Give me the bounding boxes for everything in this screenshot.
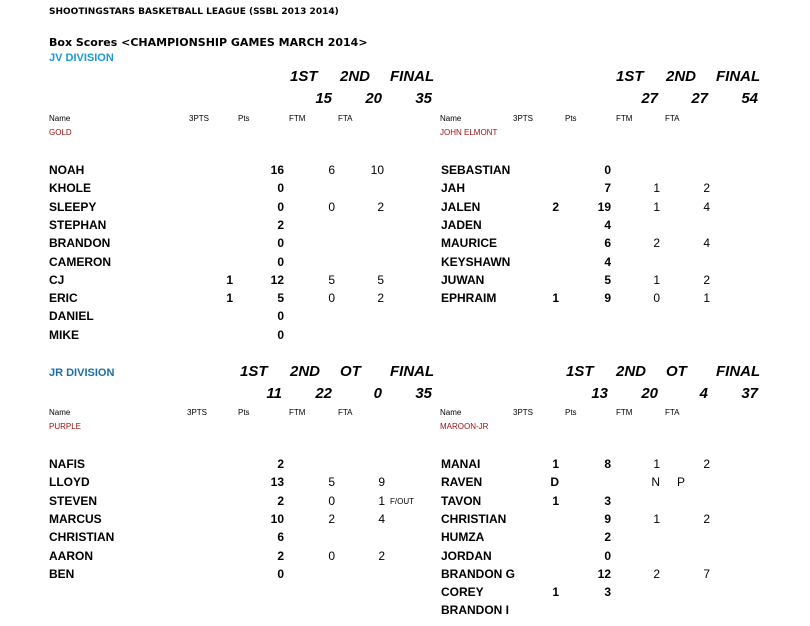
jv-right-row-1-pts: 0 xyxy=(604,163,611,177)
jv-right-col-ftm: FTM xyxy=(616,114,633,123)
jv-left-row-1-pts: 16 xyxy=(270,163,284,177)
jr-right-row-2-code-1: D xyxy=(550,475,559,489)
jr-right-score-final: 37 xyxy=(741,385,758,402)
jr-left-row-5-pts: 6 xyxy=(277,530,284,544)
jv-right-row-3-fta: 4 xyxy=(703,200,710,214)
jr-left-row-2-player-name: LLOYD xyxy=(49,475,90,489)
jr-left-period-ot: OT xyxy=(340,363,361,380)
jv-right-row-3-player-name: JALEN xyxy=(441,200,481,214)
jv-division-title: JV DIVISION xyxy=(49,52,114,64)
jr-right-row-7-ftm: 2 xyxy=(653,567,660,581)
jr-right-row-6-player-name: JORDAN xyxy=(441,549,492,563)
jr-right-team-name: MAROON-JR xyxy=(440,422,489,431)
jv-left-row-7-fta: 5 xyxy=(377,273,384,287)
jr-right-row-9-player-name: BRANDON I xyxy=(441,603,509,617)
jv-right-row-2-ftm: 1 xyxy=(653,181,660,195)
jr-left-period-final: FINAL xyxy=(390,363,435,380)
jv-right-score-1: 27 xyxy=(641,90,658,107)
jr-right-row-3-player-name: TAVON xyxy=(441,494,482,508)
jv-right-row-7-ftm: 1 xyxy=(653,273,660,287)
jr-left-row-4-player-name: MARCUS xyxy=(49,512,102,526)
jv-right-row-5-ftm: 2 xyxy=(653,236,660,250)
jv-left-period-2: 2ND xyxy=(340,68,371,85)
jr-right-period-final: FINAL xyxy=(716,363,761,380)
jv-left-row-2-player-name: KHOLE xyxy=(49,181,91,195)
jv-right-row-8-player-name: EPHRAIM xyxy=(441,291,497,305)
jr-left-row-6-fta: 2 xyxy=(378,549,385,563)
jv-left-col-ftm: FTM xyxy=(289,114,306,123)
jr-left-row-4-fta: 4 xyxy=(378,512,385,526)
jv-left-row-8-fta: 2 xyxy=(377,291,384,305)
jr-left-col-3pts: 3PTS xyxy=(187,408,208,417)
jv-right-row-5-player-name: MAURICE xyxy=(441,236,497,250)
jv-left-period-final: FINAL xyxy=(390,68,435,85)
jv-left-period-1: 1ST xyxy=(290,68,318,85)
jr-right-row-1-3pts: 1 xyxy=(552,457,559,471)
jr-left-row-7-pts: 0 xyxy=(277,567,284,581)
jv-right-row-5-fta: 4 xyxy=(703,236,710,250)
jr-right-row-1-fta: 2 xyxy=(703,457,710,471)
jr-left-col-ftm: FTM xyxy=(289,408,306,417)
jv-right-row-8-ftm: 0 xyxy=(653,291,660,305)
jv-left-col-pts: Pts xyxy=(238,114,250,123)
jr-left-col-pts: Pts xyxy=(238,408,250,417)
jr-left-period-2: 2ND xyxy=(290,363,321,380)
jr-right-row-2-code-2: N xyxy=(651,475,660,489)
jr-left-row-5-player-name: CHRISTIAN xyxy=(49,530,115,544)
jv-right-row-3-3pts: 2 xyxy=(552,200,559,214)
jv-right-row-6-player-name: KEYSHAWN xyxy=(441,255,511,269)
jv-left-score-1: 15 xyxy=(315,90,332,107)
jv-right-row-3-ftm: 1 xyxy=(653,200,660,214)
jv-left-row-3-pts: 0 xyxy=(277,200,284,214)
jv-left-row-1-ftm: 6 xyxy=(328,163,335,177)
jr-right-row-7-fta: 7 xyxy=(703,567,710,581)
jr-right-row-1-ftm: 1 xyxy=(653,457,660,471)
jr-left-row-2-ftm: 5 xyxy=(328,475,335,489)
jr-left-row-2-fta: 9 xyxy=(378,475,385,489)
jv-left-row-6-player-name: CAMERON xyxy=(49,255,111,269)
jv-right-row-1-player-name: SEBASTIAN xyxy=(441,163,511,177)
jv-left-row-8-3pts: 1 xyxy=(226,291,233,305)
jv-left-row-8-pts: 5 xyxy=(277,291,284,305)
jr-right-score-2: 20 xyxy=(641,385,658,402)
jr-left-row-3-player-name: STEVEN xyxy=(49,494,98,508)
jv-right-row-7-fta: 2 xyxy=(703,273,710,287)
jr-right-row-4-pts: 9 xyxy=(604,512,611,526)
jr-left-row-6-ftm: 0 xyxy=(328,549,335,563)
jr-left-row-3-note: F/OUT xyxy=(390,497,414,506)
jr-left-row-4-ftm: 2 xyxy=(328,512,335,526)
jr-left-col-fta: FTA xyxy=(338,408,353,417)
jr-right-row-2-code-3: P xyxy=(676,475,685,489)
jr-right-row-2-player-name: RAVEN xyxy=(441,475,483,489)
jv-left-row-7-player-name: CJ xyxy=(49,273,65,287)
jr-right-col-ftm: FTM xyxy=(616,408,633,417)
jr-left-row-2-pts: 13 xyxy=(270,475,284,489)
jr-right-row-8-pts: 3 xyxy=(604,585,611,599)
jr-left-row-1-pts: 2 xyxy=(277,457,284,471)
jv-left-team-name: GOLD xyxy=(49,128,72,137)
jv-left-row-3-player-name: SLEEPY xyxy=(49,200,97,214)
jr-left-row-6-pts: 2 xyxy=(277,549,284,563)
jv-right-row-8-3pts: 1 xyxy=(552,291,559,305)
jr-right-row-4-player-name: CHRISTIAN xyxy=(441,512,507,526)
jv-left-row-7-pts: 12 xyxy=(270,273,284,287)
jr-left-row-3-fta: 1 xyxy=(378,494,385,508)
jr-left-row-1-player-name: NAFIS xyxy=(49,457,85,471)
jv-right-row-2-player-name: JAH xyxy=(441,181,466,195)
jr-left-row-7-player-name: BEN xyxy=(49,567,75,581)
jr-right-row-7-player-name: BRANDON G xyxy=(441,567,515,581)
jv-left-row-2-pts: 0 xyxy=(277,181,284,195)
jr-left-score-2: 22 xyxy=(315,385,332,402)
jr-right-row-6-pts: 0 xyxy=(604,549,611,563)
jv-left-row-9-player-name: DANIEL xyxy=(49,309,94,323)
jr-left-col-name: Name xyxy=(49,408,71,417)
jv-left-row-9-pts: 0 xyxy=(277,309,284,323)
jv-left-row-6-pts: 0 xyxy=(277,255,284,269)
jv-left-score-final: 35 xyxy=(415,90,432,107)
jr-left-row-4-pts: 10 xyxy=(270,512,284,526)
jr-right-row-4-ftm: 1 xyxy=(653,512,660,526)
jv-right-col-name: Name xyxy=(440,114,462,123)
jv-left-row-7-3pts: 1 xyxy=(226,273,233,287)
jv-right-period-1: 1ST xyxy=(616,68,644,85)
jv-left-row-10-player-name: MIKE xyxy=(49,328,79,342)
jv-left-row-5-pts: 0 xyxy=(277,236,284,250)
jr-right-period-ot: OT xyxy=(666,363,687,380)
jr-right-score-ot: 4 xyxy=(699,385,708,402)
jv-right-col-3pts: 3PTS xyxy=(513,114,534,123)
jv-right-row-4-player-name: JADEN xyxy=(441,218,482,232)
jv-left-col-fta: FTA xyxy=(338,114,353,123)
jr-right-row-3-pts: 3 xyxy=(604,494,611,508)
jr-left-row-3-ftm: 0 xyxy=(328,494,335,508)
jv-left-row-8-ftm: 0 xyxy=(328,291,335,305)
jr-right-period-2: 2ND xyxy=(616,363,647,380)
jr-left-team-name: PURPLE xyxy=(49,422,82,431)
jv-left-row-3-fta: 2 xyxy=(377,200,384,214)
league-title: SHOOTINGSTARS BASKETBALL LEAGUE (SSBL 2013 2014) xyxy=(49,7,339,17)
jv-left-row-4-pts: 2 xyxy=(277,218,284,232)
jv-right-row-6-pts: 4 xyxy=(604,255,611,269)
jv-right-row-5-pts: 6 xyxy=(604,236,611,250)
jv-right-row-2-pts: 7 xyxy=(604,181,611,195)
jr-division-title: JR DIVISION xyxy=(49,367,115,379)
jr-right-row-5-player-name: HUMZA xyxy=(441,530,485,544)
jr-left-period-1: 1ST xyxy=(240,363,268,380)
jr-right-col-fta: FTA xyxy=(665,408,680,417)
jv-right-period-2: 2ND xyxy=(666,68,697,85)
jv-left-col-name: Name xyxy=(49,114,71,123)
jr-left-row-3-pts: 2 xyxy=(277,494,284,508)
jv-right-row-8-fta: 1 xyxy=(703,291,710,305)
jv-right-score-final: 54 xyxy=(741,90,758,107)
jv-right-row-7-pts: 5 xyxy=(604,273,611,287)
jv-right-period-final: FINAL xyxy=(716,68,761,85)
jr-right-row-1-pts: 8 xyxy=(604,457,611,471)
jv-right-row-2-fta: 2 xyxy=(703,181,710,195)
jv-right-row-8-pts: 9 xyxy=(604,291,611,305)
jr-right-row-3-3pts: 1 xyxy=(552,494,559,508)
jr-right-row-5-pts: 2 xyxy=(604,530,611,544)
jv-right-team-name: JOHN ELMONT xyxy=(440,128,498,137)
jv-left-row-8-player-name: ERIC xyxy=(49,291,78,305)
jr-left-score-ot: 0 xyxy=(373,385,382,402)
jv-right-row-7-player-name: JUWAN xyxy=(441,273,485,287)
jr-left-row-6-player-name: AARON xyxy=(49,549,93,563)
jr-right-row-7-pts: 12 xyxy=(597,567,611,581)
jv-right-row-3-pts: 19 xyxy=(597,200,611,214)
jv-left-col-3pts: 3PTS xyxy=(189,114,210,123)
jr-right-col-3pts: 3PTS xyxy=(513,408,534,417)
jv-left-row-4-player-name: STEPHAN xyxy=(49,218,107,232)
jr-right-row-8-3pts: 1 xyxy=(552,585,559,599)
jv-left-row-3-ftm: 0 xyxy=(328,200,335,214)
page-subtitle: Box Scores <CHAMPIONSHIP GAMES MARCH 2014> xyxy=(49,36,368,49)
jv-right-row-4-pts: 4 xyxy=(604,218,611,232)
jr-right-score-1: 13 xyxy=(591,385,608,402)
jv-left-row-1-fta: 10 xyxy=(370,163,384,177)
jr-right-row-8-player-name: COREY xyxy=(441,585,484,599)
jr-right-row-1-player-name: MANAI xyxy=(441,457,481,471)
jv-left-row-10-pts: 0 xyxy=(277,328,284,342)
jv-right-col-fta: FTA xyxy=(665,114,680,123)
jv-left-row-5-player-name: BRANDON xyxy=(49,236,111,250)
jv-left-row-1-player-name: NOAH xyxy=(49,163,85,177)
jv-right-col-pts: Pts xyxy=(565,114,577,123)
jr-left-score-1: 11 xyxy=(266,385,282,402)
jv-right-score-2: 27 xyxy=(691,90,708,107)
jr-right-row-4-fta: 2 xyxy=(703,512,710,526)
jv-left-row-7-ftm: 5 xyxy=(328,273,335,287)
jr-left-score-final: 35 xyxy=(415,385,432,402)
jr-right-period-1: 1ST xyxy=(566,363,594,380)
jr-right-col-pts: Pts xyxy=(565,408,577,417)
jv-left-score-2: 20 xyxy=(365,90,382,107)
jr-right-col-name: Name xyxy=(440,408,462,417)
